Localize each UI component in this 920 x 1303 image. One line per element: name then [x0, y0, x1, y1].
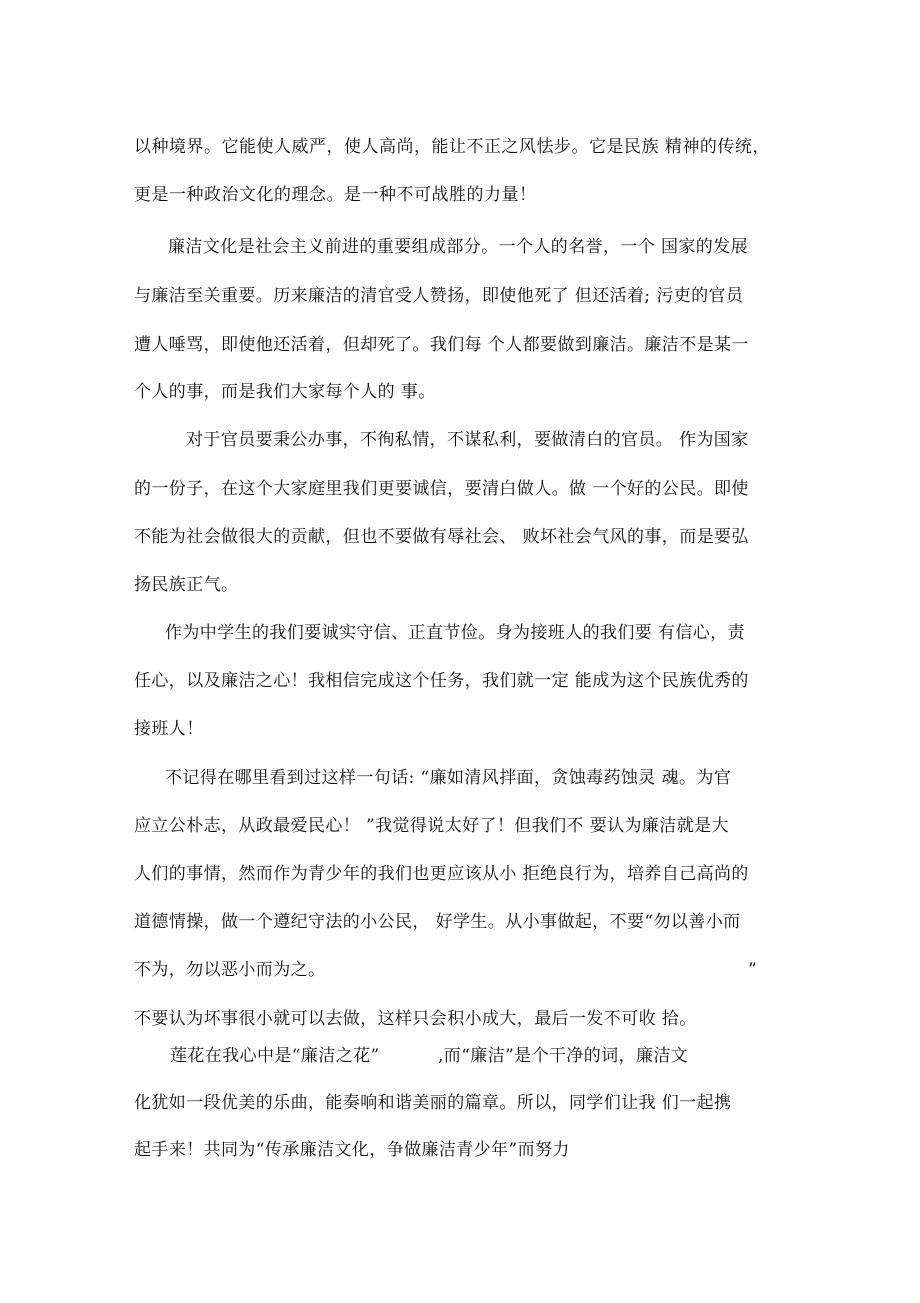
text-line-12: 任心，以及廉洁之心！我相信完成这个任务，我们就一定 能成为这个民族优秀的: [134, 671, 749, 691]
text-line-9: 不能为社会做很大的贡献，但也不要做有辱社会、 败坏社会气风的事，而是要弘: [134, 527, 749, 547]
text-line-19: 不要认为坏事很小就可以去做，这样只会积小成大，最后一发不可收 拾。: [134, 1009, 697, 1029]
text-line-22: 化犹如一段优美的乐曲，能奏响和谐美丽的篇章。所以，同学们让我 们一起携: [134, 1093, 732, 1113]
text-line-14: 不记得在哪里看到过这样一句话: “廉如清风拌面，贪蚀毒药蚀灵 魂。为官: [165, 768, 732, 788]
text-line-1: 以种境界。它能使人威严，使人高尚，能让不正之风怯步。它是民族 精神的传统，: [134, 137, 770, 157]
text-line-15: 应立公朴志，从政最爱民心！ ”我觉得说太好了！但我们不 要认为廉洁就是大: [134, 816, 729, 836]
text-line-3: 廉洁文化是社会主义前进的重要组成部分。一个人的名誉，一个 国家的发展: [168, 237, 749, 257]
text-line-6: 个人的事，而是我们大家每个人的 事。: [134, 382, 436, 402]
closing-quote: ”: [748, 960, 758, 980]
text-line-23: 起手来！共同为“传承廉洁文化，争做廉洁青少年”而努力: [134, 1140, 570, 1160]
text-line-20: 莲花在我心中是“廉洁之花”: [170, 1046, 380, 1066]
text-line-16: 人们的事情，然而作为青少年的我们也更应该从小 拒绝良行为，培养自己高尚的: [134, 864, 749, 884]
text-line-4: 与廉洁至关重要。历来廉洁的清官受人赞扬，即使他死了 但还活着; 污吏的官员: [134, 286, 744, 306]
text-line-5: 遭人唾骂，即使他还活着，但却死了。我们每 个人都要做到廉洁。廉洁不是某一: [134, 335, 749, 355]
text-line-21: ,而“廉洁”是个干净的词，廉洁文: [438, 1046, 689, 1066]
text-line-7: 对于官员要秉公办事，不徇私情，不谋私利，要做清白的官员。 作为国家: [186, 430, 749, 450]
text-line-8: 的一份子，在这个大家庭里我们更要诚信，要清白做人。做 一个好的公民。即使: [134, 479, 749, 499]
text-line-13: 接班人！: [134, 719, 204, 739]
text-line-11: 作为中学生的我们要诚实守信、正直节俭。身为接班人的我们要 有信心，责: [165, 623, 746, 643]
text-line-18: 不为，勿以恶小而为之。: [134, 960, 326, 980]
text-line-17: 道德情操，做一个遵纪守法的小公民， 好学生。从小事做起，不要“勿以善小而: [134, 912, 741, 932]
text-line-2: 更是一种政治文化的理念。是一种不可战胜的力量！: [134, 185, 537, 205]
text-line-10: 扬民族正气。: [134, 575, 239, 595]
